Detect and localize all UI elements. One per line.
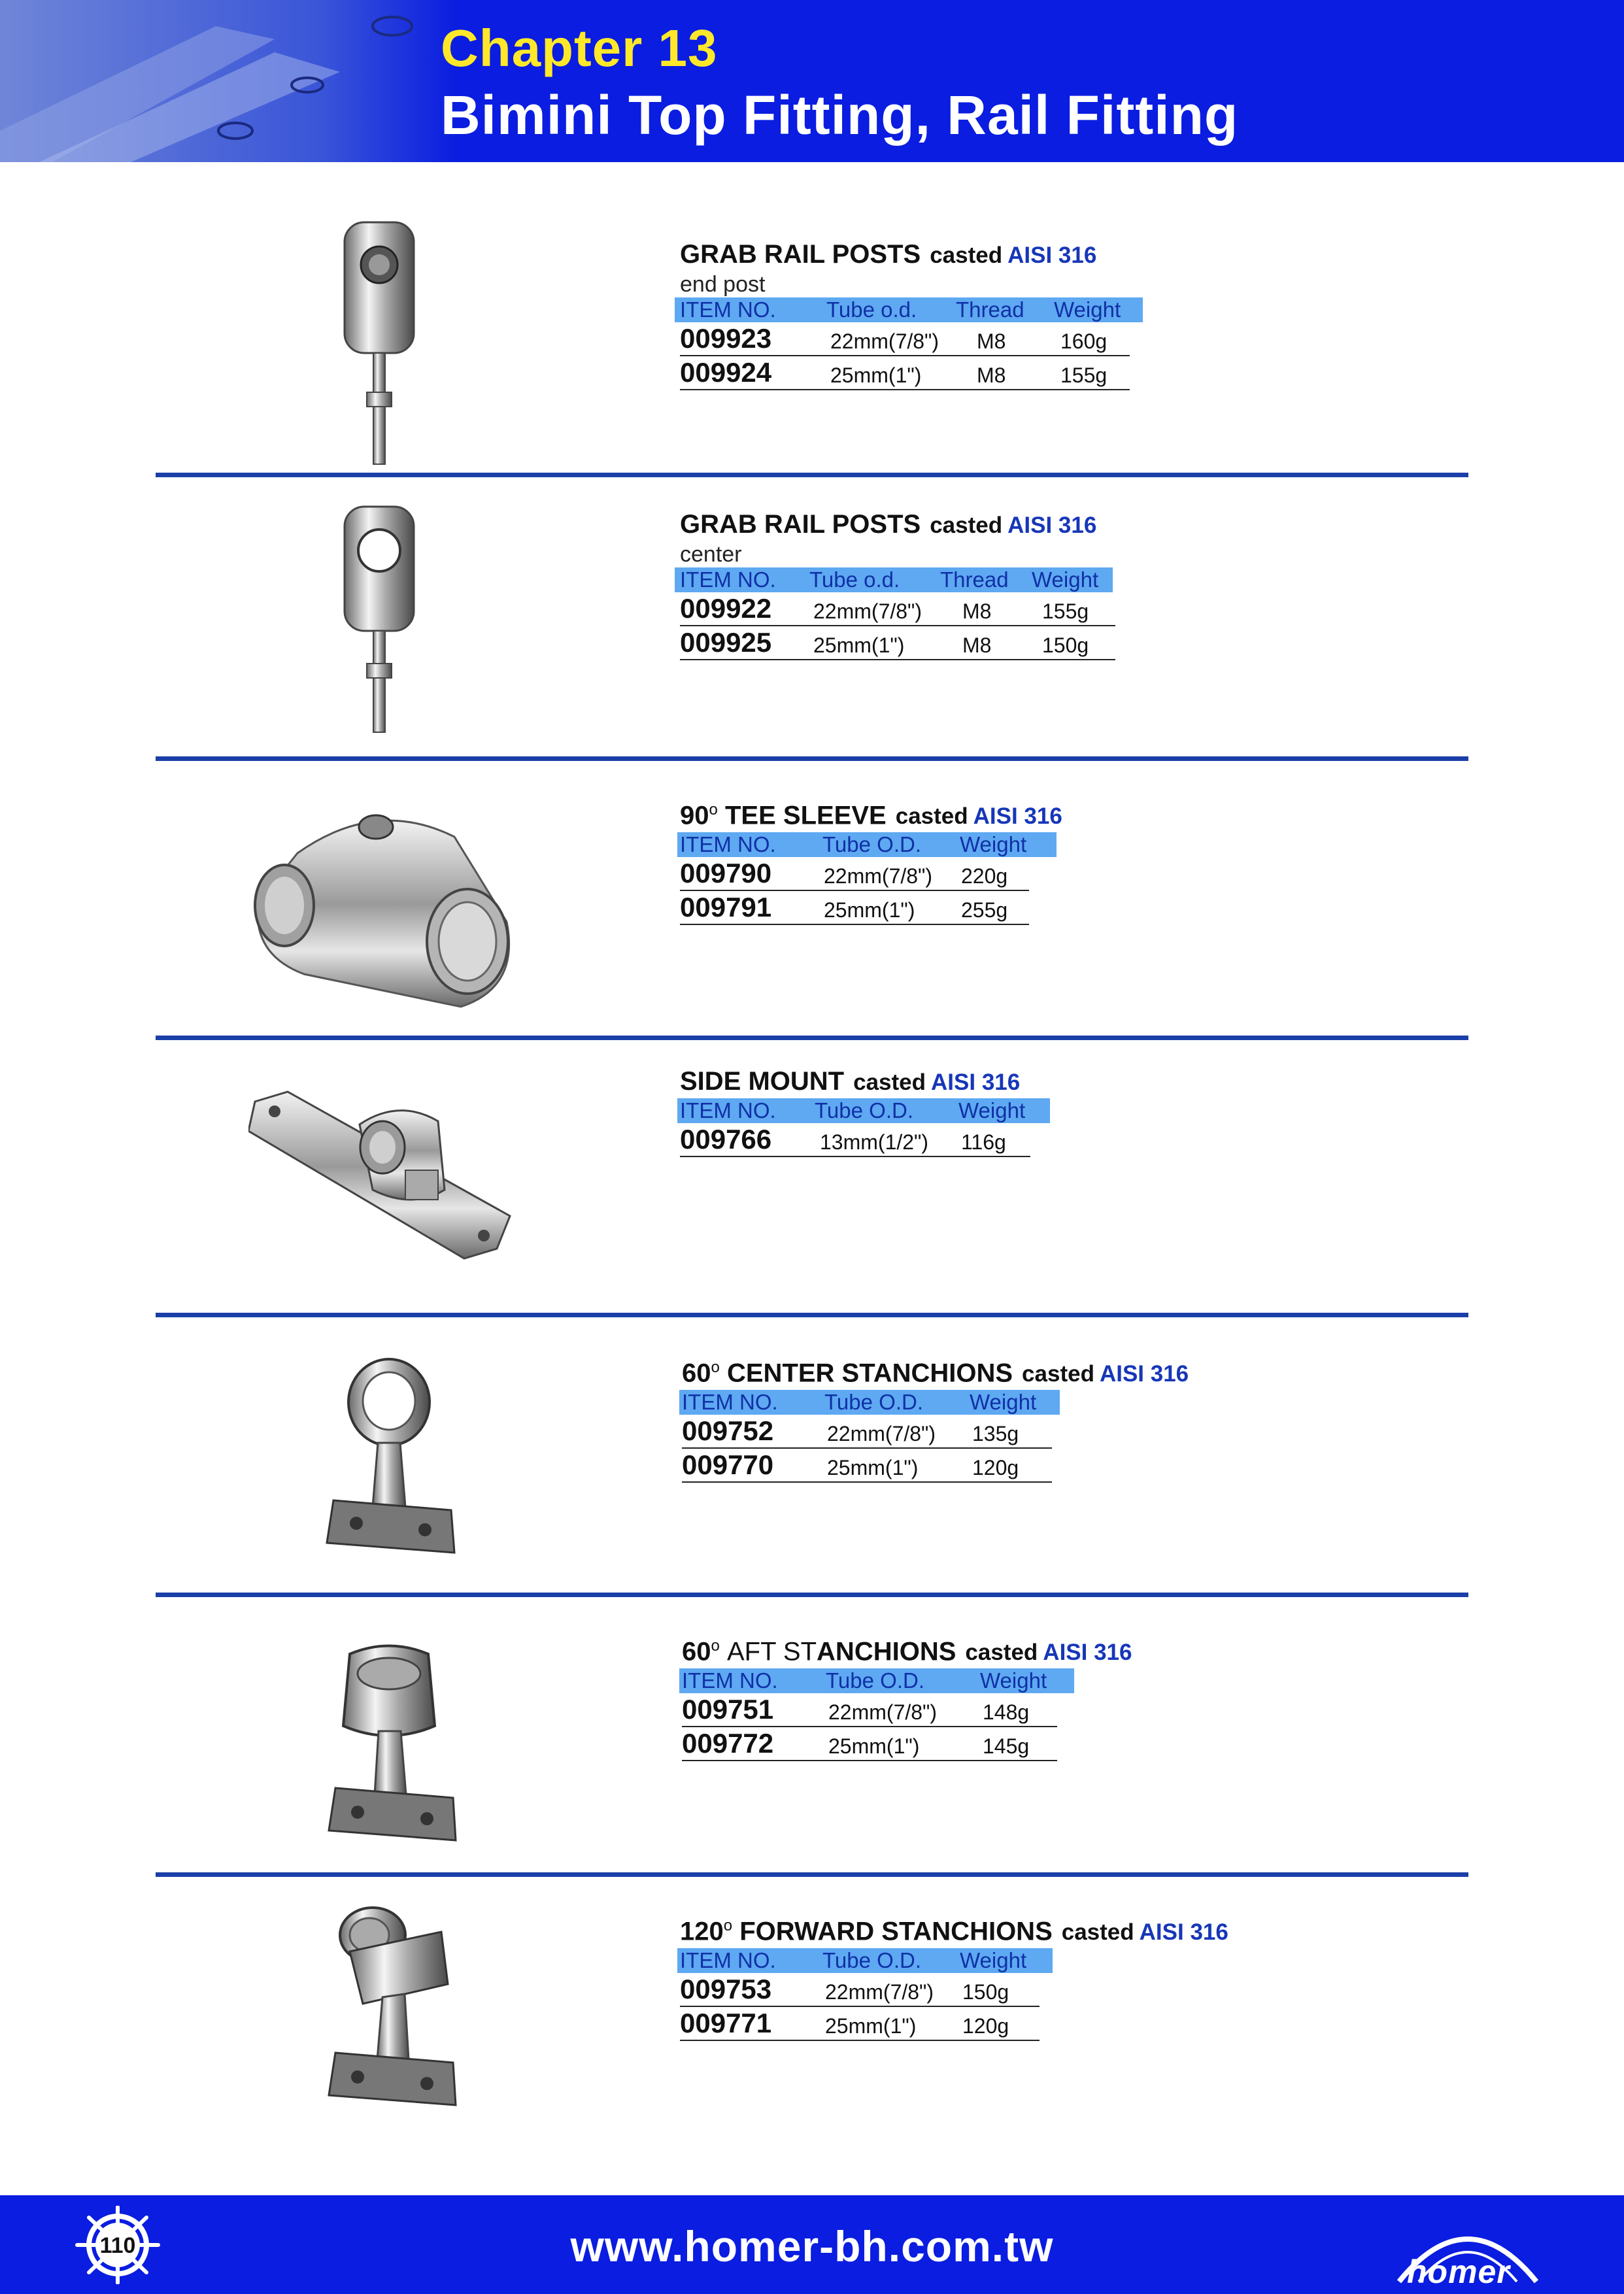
section-divider	[156, 1313, 1468, 1317]
material-label: AISI 316	[1043, 1640, 1132, 1666]
section-divider	[156, 1872, 1468, 1877]
tube-size: 22mm(7/8")	[828, 1700, 938, 1725]
degree-mark: o	[711, 1637, 720, 1655]
tube-size: 22mm(7/8")	[813, 599, 922, 623]
center-stanchion-image	[320, 1357, 461, 1559]
tube-size: 25mm(1")	[824, 898, 915, 922]
table-header	[675, 567, 1113, 592]
table-header	[677, 1098, 1050, 1123]
angle-value: 120	[680, 1917, 724, 1946]
product-title	[680, 239, 1177, 271]
tube-size: 22mm(7/8")	[825, 1980, 934, 2004]
column-header: ITEM NO.	[682, 1390, 778, 1415]
casted-label: casted	[930, 513, 1003, 538]
product-subtitle: center	[680, 542, 742, 567]
degree-mark: o	[709, 801, 718, 818]
weight: 150g	[962, 1980, 1009, 2004]
product-title	[680, 509, 1177, 541]
table-row	[680, 1123, 1030, 1157]
column-header: Tube O.D.	[815, 1098, 913, 1122]
product-forward-stanchions	[680, 1910, 1294, 2041]
table-row	[680, 857, 1029, 891]
column-header: Weight	[1054, 297, 1121, 322]
tube-size: 22mm(7/8")	[824, 864, 933, 888]
item-number: 009753	[680, 1974, 772, 2005]
item-number: 009771	[680, 2008, 772, 2039]
weight: 160g	[1060, 329, 1108, 353]
column-header: ITEM NO.	[682, 1668, 778, 1693]
section-divider	[156, 1593, 1468, 1597]
product-grab-rail-center-post	[680, 509, 1177, 660]
product-aft-stanchions	[682, 1630, 1205, 1761]
thread: M8	[977, 329, 1006, 353]
table-row	[680, 626, 1115, 660]
casted-label: casted	[930, 243, 1003, 268]
table-row	[682, 1727, 1057, 1761]
weight: 135g	[972, 1422, 1019, 1446]
tube-size: 25mm(1")	[825, 2014, 917, 2038]
product-name: CENTER STANCHIONS	[726, 1358, 1013, 1388]
chapter-number: Chapter 13	[441, 19, 718, 77]
angle-value: 90	[680, 801, 709, 830]
weight: 120g	[972, 1456, 1019, 1480]
weight: 116g	[961, 1130, 1006, 1154]
material-label: AISI 316	[973, 803, 1062, 830]
grab-rail-end-post-image	[330, 219, 428, 467]
table-header	[677, 1948, 1053, 1973]
item-number: 009772	[682, 1728, 774, 1759]
item-number: 009791	[680, 892, 772, 923]
item-number: 009766	[680, 1124, 772, 1155]
column-header: Weight	[958, 1098, 1026, 1122]
item-number: 009790	[680, 858, 772, 889]
page-number: 110	[99, 2233, 136, 2258]
product-name: ANCHIONS	[817, 1637, 956, 1666]
table-header	[679, 1390, 1060, 1415]
material-label: AISI 316	[1007, 243, 1097, 268]
tube-size: 22mm(7/8")	[827, 1422, 936, 1446]
product-name: FORWARD STANCHIONS	[739, 1917, 1053, 1946]
section-divider	[156, 473, 1468, 477]
item-number: 009924	[680, 357, 772, 388]
product-grab-rail-end-post	[680, 239, 1177, 390]
table-row	[680, 592, 1115, 626]
column-header: Weight	[960, 832, 1027, 857]
column-header: Tube O.D.	[822, 1948, 921, 1973]
item-number: 009923	[680, 323, 772, 354]
section-divider	[156, 756, 1468, 761]
website-url[interactable]: www.homer-bh.com.tw	[570, 2222, 1054, 2270]
degree-mark: o	[711, 1358, 720, 1376]
tube-size: 25mm(1")	[830, 363, 922, 387]
material-label: AISI 316	[931, 1070, 1021, 1095]
column-header: Thread	[956, 297, 1024, 322]
product-tee-sleeve	[680, 794, 1177, 925]
column-header: ITEM NO.	[680, 567, 776, 592]
table-row	[682, 1449, 1052, 1483]
product-title	[680, 794, 1177, 832]
weight: 155g	[1060, 363, 1108, 387]
product-name: SIDE MOUNT	[680, 1067, 845, 1096]
table-header	[675, 297, 1143, 322]
weight: 148g	[983, 1700, 1030, 1725]
tube-size: 25mm(1")	[827, 1456, 919, 1480]
casted-label: casted	[965, 1640, 1038, 1666]
column-header: Tube o.d.	[809, 567, 900, 592]
casted-label: casted	[1061, 1919, 1134, 1946]
product-name: GRAB RAIL POSTS	[680, 510, 921, 539]
casted-label: casted	[895, 803, 968, 830]
weight: 155g	[1042, 599, 1089, 623]
item-number: 009752	[682, 1415, 774, 1447]
product-name: GRAB RAIL POSTS	[680, 240, 921, 269]
weight: 220g	[961, 864, 1008, 888]
item-number: 009751	[682, 1694, 774, 1725]
weight: 145g	[983, 1734, 1030, 1759]
angle-value: 60	[682, 1637, 711, 1666]
table-row	[680, 322, 1130, 356]
column-header: ITEM NO.	[680, 1098, 776, 1122]
homer-logo-text: homer	[1407, 2253, 1510, 2290]
tube-size: 25mm(1")	[813, 633, 905, 657]
table-header	[679, 1668, 1074, 1693]
tube-size: 25mm(1")	[828, 1734, 920, 1759]
table-row	[680, 356, 1130, 390]
product-name: TEE SLEEVE	[724, 801, 887, 830]
degree-mark: o	[723, 1917, 733, 1934]
weight: 255g	[961, 898, 1008, 922]
aft-stanchion-image	[324, 1641, 461, 1850]
thread: M8	[977, 363, 1006, 387]
side-mount-image	[248, 1072, 523, 1268]
casted-label: casted	[1022, 1361, 1094, 1387]
grab-rail-center-post-image	[330, 503, 428, 735]
column-header: ITEM NO.	[680, 1948, 776, 1973]
tee-sleeve-image	[245, 791, 533, 1013]
table-header	[677, 832, 1057, 857]
material-label: AISI 316	[1139, 1919, 1228, 1946]
column-header: Tube O.D.	[826, 1668, 924, 1693]
product-title	[682, 1352, 1192, 1390]
item-number: 009770	[682, 1449, 774, 1481]
table-row	[682, 1693, 1057, 1727]
chapter-title: Bimini Top Fitting, Rail Fitting	[441, 84, 1239, 146]
thread: M8	[962, 599, 992, 623]
section-divider	[156, 1036, 1468, 1040]
column-header: Tube O.D.	[824, 1390, 923, 1415]
casted-label: casted	[853, 1070, 926, 1095]
column-header: Weight	[1032, 567, 1099, 592]
product-title	[680, 1066, 1177, 1098]
product-name-prefix: AFT ST	[726, 1637, 817, 1666]
table-row	[682, 1415, 1052, 1449]
column-header: Thread	[940, 567, 1009, 592]
angle-value: 60	[682, 1358, 711, 1388]
item-number: 009922	[680, 593, 772, 624]
material-label: AISI 316	[1007, 513, 1097, 538]
material-label: AISI 316	[1099, 1361, 1189, 1387]
table-row	[680, 2007, 1040, 2041]
forward-stanchion-image	[324, 1906, 461, 2115]
column-header: Tube o.d.	[826, 297, 917, 322]
thread: M8	[962, 633, 992, 657]
tube-size: 22mm(7/8")	[830, 329, 939, 353]
item-number: 009925	[680, 627, 772, 658]
column-header: ITEM NO.	[680, 832, 776, 857]
column-header: ITEM NO.	[680, 297, 776, 322]
table-row	[680, 1973, 1040, 2007]
table-row	[680, 891, 1029, 925]
product-title	[682, 1630, 1205, 1668]
product-side-mount	[680, 1066, 1177, 1157]
column-header: Tube O.D.	[822, 832, 921, 857]
weight: 150g	[1042, 633, 1089, 657]
product-subtitle: end post	[680, 272, 766, 297]
weight: 120g	[962, 2014, 1009, 2038]
product-title	[680, 1910, 1294, 1948]
product-center-stanchions	[682, 1352, 1192, 1483]
rail-fitting-banner-art	[0, 0, 458, 162]
column-header: Weight	[980, 1668, 1047, 1693]
column-header: Weight	[970, 1390, 1037, 1415]
page-footer	[0, 2195, 1624, 2294]
column-header: Weight	[960, 1948, 1027, 1973]
chapter-banner	[0, 0, 1624, 162]
tube-size: 13mm(1/2")	[820, 1130, 929, 1154]
